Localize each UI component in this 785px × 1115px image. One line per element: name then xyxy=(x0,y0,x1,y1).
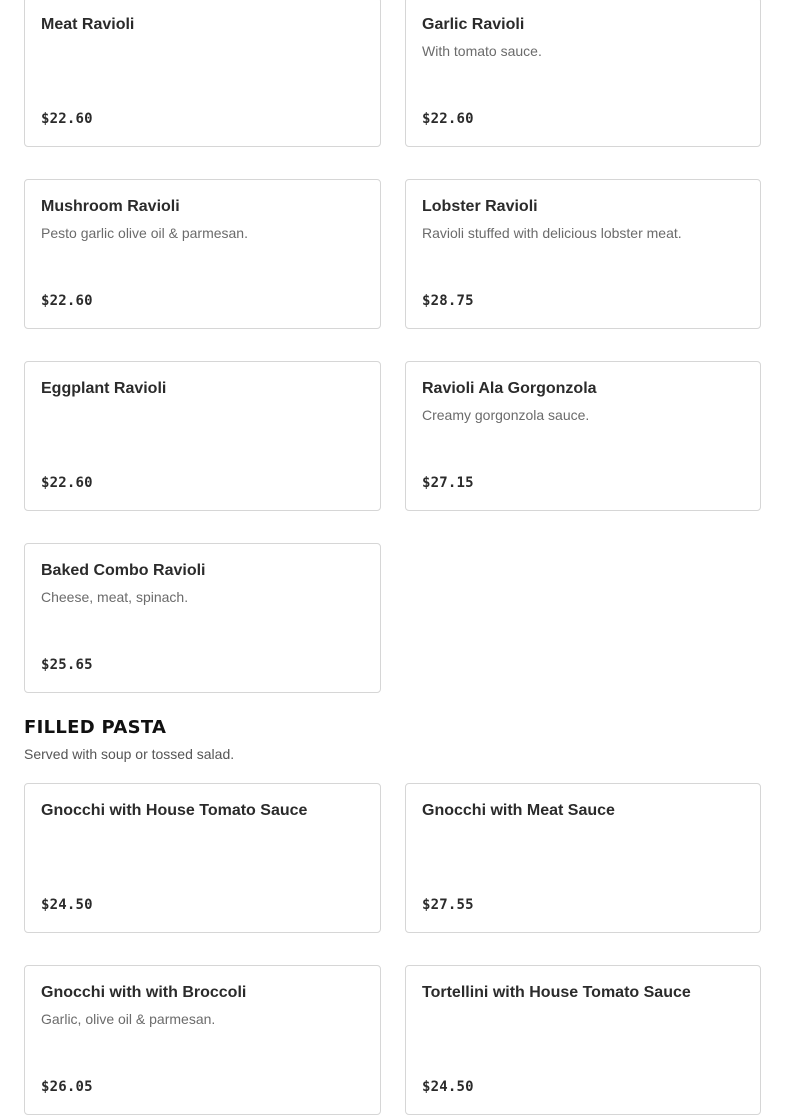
item-description: Garlic, olive oil & parmesan. xyxy=(41,1011,216,1027)
menu-item-card[interactable] xyxy=(24,965,381,1115)
item-name: Eggplant Ravioli xyxy=(41,380,167,397)
item-description: Cheese, meat, spinach. xyxy=(41,589,189,605)
item-price: $22.60 xyxy=(41,475,93,491)
item-description: Pesto garlic olive oil & parmesan. xyxy=(41,225,248,241)
item-name: Gnocchi with Meat Sauce xyxy=(422,802,615,819)
item-price: $26.05 xyxy=(41,1079,93,1095)
menu-item-card[interactable] xyxy=(24,543,381,693)
item-price: $22.60 xyxy=(41,293,93,309)
section-subtitle: Served with soup or tossed salad. xyxy=(24,746,235,762)
item-price: $27.15 xyxy=(422,475,474,491)
menu-item-card[interactable] xyxy=(24,0,381,147)
item-price: $22.60 xyxy=(422,111,474,127)
item-price: $22.60 xyxy=(41,111,93,127)
item-description: With tomato sauce. xyxy=(422,43,542,59)
item-name: Lobster Ravioli xyxy=(422,198,538,215)
item-price: $25.65 xyxy=(41,657,93,673)
item-price: $24.50 xyxy=(41,897,93,913)
menu-item-card[interactable] xyxy=(405,783,761,933)
item-name: Gnocchi with with Broccoli xyxy=(41,984,247,1001)
item-price: $28.75 xyxy=(422,293,474,309)
item-name: Mushroom Ravioli xyxy=(41,198,180,215)
item-name: Garlic Ravioli xyxy=(422,16,525,33)
item-name: Gnocchi with House Tomato Sauce xyxy=(41,802,308,819)
item-description: Ravioli stuffed with delicious lobster meat. xyxy=(422,225,682,241)
ravioli-menu-grid xyxy=(24,0,761,693)
item-price: $24.50 xyxy=(422,1079,474,1095)
item-name: Baked Combo Ravioli xyxy=(41,562,206,579)
item-price: $27.55 xyxy=(422,897,474,913)
item-description: Creamy gorgonzola sauce. xyxy=(422,407,590,423)
menu-item-card[interactable] xyxy=(405,179,761,329)
menu-item-card[interactable] xyxy=(24,783,381,933)
menu-item-card[interactable] xyxy=(405,0,761,147)
menu-item-card[interactable] xyxy=(405,361,761,511)
menu-item-card[interactable] xyxy=(405,965,761,1115)
menu-item-card[interactable] xyxy=(24,179,381,329)
item-name: Tortellini with House Tomato Sauce xyxy=(422,984,691,1001)
menu-item-card[interactable] xyxy=(24,361,381,511)
section-header-filled-pasta xyxy=(24,717,234,763)
filled-pasta-menu-grid xyxy=(24,783,761,1115)
section-title: FILLED PASTA xyxy=(24,717,167,738)
item-name: Meat Ravioli xyxy=(41,16,135,33)
item-name: Ravioli Ala Gorgonzola xyxy=(422,380,597,397)
